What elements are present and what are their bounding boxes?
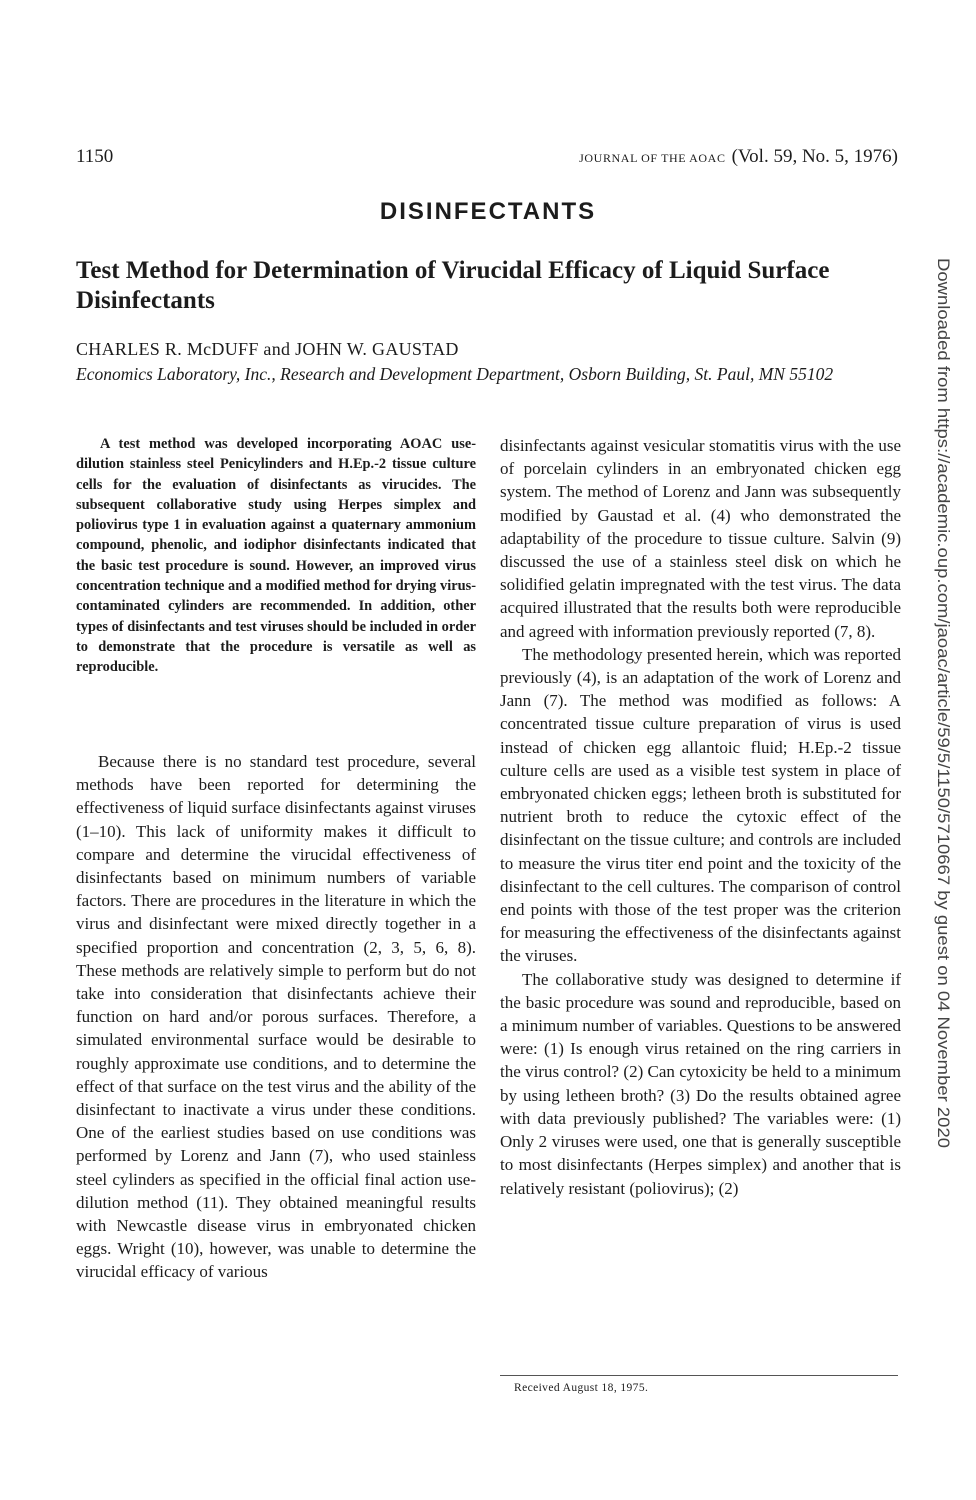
body-paragraph: Because there is no standard test procedure, several methods have been reported for determining the effectiveness of liquid surface disinfectants against viruses (1–10). This lack of uniformity makes it difficult to compare and determine the virucidal effectiveness of disinfectants based on minimum numbers of variable factors. There are procedures in the literature in which the virus and disinfectant were mixed directly together in a specified proportion and concentration (2, 3, 5, 6, 8). These methods are relatively simple to perform but do not take into consideration that disinfectants achieve their function on hard and/or porous surfaces. Therefore, a simulated environmental surface would be desirable to roughly approximate use conditions, and to determine the effect of that surface on the test virus and the ability of the disinfectant to inactivate a virus under these conditions. One of the earliest studies based on use conditions was performed by Lorenz and Jann (7), who used stainless steel cylinders as specified in the official final action use-dilution method (11). They obtained meaningful results with Newcastle disease virus in embryonated chicken eggs. Wright (10), however, was unable to determine the virucidal efficacy of various bbox=[76, 752, 476, 1282]
body-column-right bbox=[500, 434, 901, 1200]
section-heading: DISINFECTANTS bbox=[379, 198, 597, 225]
author-affiliation: Economics Laboratory, Inc., Research and Development Department, Osborn Building, St. Paul, MN 55102 bbox=[76, 364, 834, 384]
body-paragraph: The methodology presented herein, which was reported previously (4), is an adaptation of the work of Lorenz and Jann (7). The method was modified as follows: A concentrated tissue culture preparation of virus is used instead of chicken egg allantoic fluid; H.Ep.-2 tissue culture cells are used as a visible test system in place of embryonated chicken eggs; letheen broth is substituted for nutrient broth to reduce the cytoxic effect of the disinfectant on the tissue culture; and controls are included to measure the virus titer end point and the toxicity of the disinfectant to the cell cultures. The comparison of control end points with those of the test proper was the criterion for measuring the effectiveness of the disinfectants against the viruses. bbox=[500, 644, 901, 966]
body-paragraph: The collaborative study was designed to determine if the basic procedure was sound and reproducible, based on a minimum number of variables. Questions to be answered were: (1) Is enough virus retained on the ring carriers in the virus control? (2) Can cytoxicity be held to a minimum by using letheen broth? (3) Do the results obtained agree with data previously published? The variables were: (1) Only 2 viruses were used, one that is generally susceptible to most disinfectants (Herpes simplex) and another that is relatively resistant (poliovirus); (2) bbox=[500, 969, 901, 1198]
footnote: Received August 18, 1975. bbox=[514, 1382, 649, 1394]
page-number: 1150 bbox=[76, 146, 114, 167]
journal-name: JOURNAL OF THE AOAC bbox=[579, 151, 726, 165]
body-paragraph: disinfectants against vesicular stomatitis virus with the use of porcelain cylinders in an embryonated chicken egg system. The method of Lorenz and Jann was subsequently modified by Gaustad et al. (4) who demonstrated the adaptability of the procedure to tissue culture. Salvin (9) discussed the use of a stainless steel disk on which he solidified gelatin impregnated with the test virus. The data acquired illustrated that the results both were reproducible and agreed with information previously reported (7, 8). bbox=[500, 436, 901, 641]
download-stamp bbox=[928, 258, 960, 1158]
footnote-divider bbox=[500, 1375, 898, 1376]
running-head bbox=[579, 146, 898, 168]
article-title: Test Method for Determination of Virucidal Efficacy of Liquid Surface Disinfectants bbox=[76, 257, 830, 314]
issue-info: (Vol. 59, No. 5, 1976) bbox=[731, 146, 898, 167]
abstract: A test method was developed incorporating AOAC use-dilution stainless steel Penicylinders and H.Ep.-2 tissue culture cells for the evaluation of disinfectants as virucides. The subsequent collaborative study using Herpes simplex and poliovirus type 1 in evaluation against a quaternary ammonium compound, phenolic, and iodiphor disinfectants indicated that the basic test procedure is sound. However, an improved virus concentration technique and a modified method for drying virus-contaminated cylinders are recommended. In addition, other types of disinfectants and test viruses should be included in order to demonstrate that the procedure is versatile as well as reproducible. bbox=[76, 436, 476, 676]
body-column-left bbox=[76, 750, 476, 1284]
article-authors: CHARLES R. McDUFF and JOHN W. GAUSTAD bbox=[76, 339, 459, 359]
download-stamp-text: Downloaded from https://academic.oup.com/jaoac/article/59/5/1150/5710667 by guest on 04 November 2020 bbox=[934, 258, 953, 1078]
